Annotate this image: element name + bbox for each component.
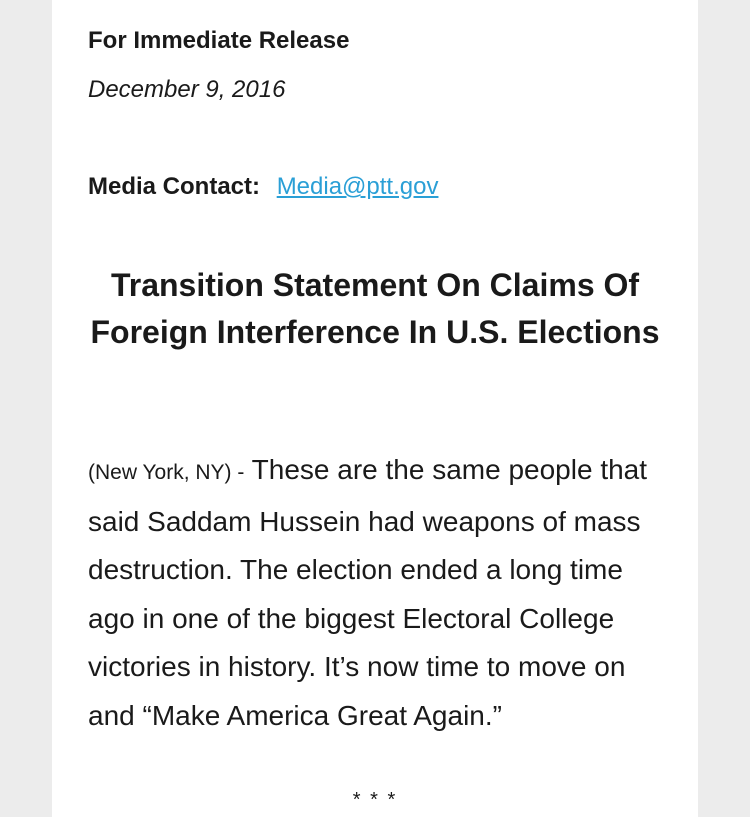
release-date: December 9, 2016 [88,76,286,103]
press-release-document [52,0,698,817]
release-label: For Immediate Release [88,27,350,54]
statement-body [88,446,673,740]
media-contact-email-link[interactable]: Media@ptt.gov [276,173,439,200]
media-contact-row [88,172,438,202]
media-contact-label: Media Contact: [88,173,261,200]
dateline: (New York, NY) - [88,461,245,484]
statement-text: These are the same people that said Saddam Hussein had weapons of mass destruction. The election ended a long time ago in one of the biggest Electoral College victories in history. It’s now time to move on and “Make America Great Again.” [88,454,648,731]
section-separator: * * * [352,789,398,811]
statement-headline: Transition Statement On Claims Of Foreign Interference In U.S. Elections [90,267,660,350]
